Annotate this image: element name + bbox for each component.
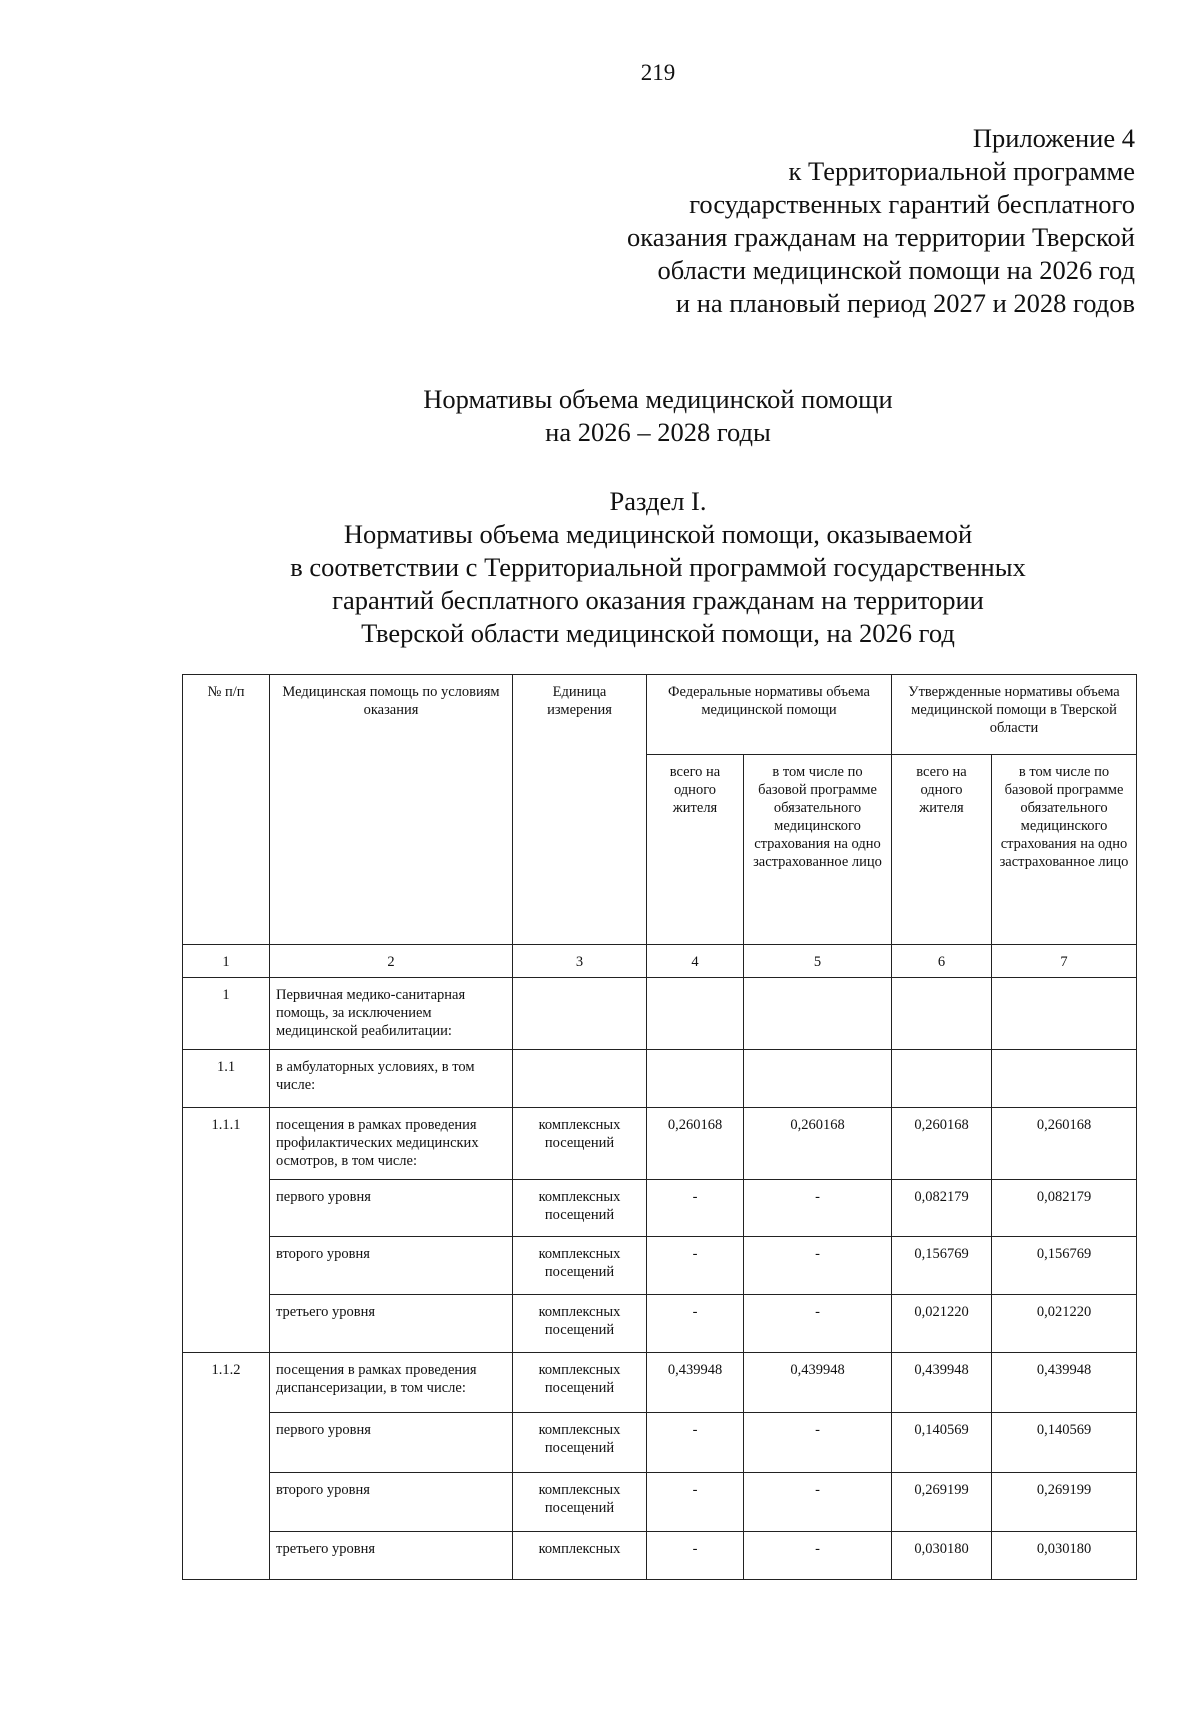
row-value: [647, 978, 744, 1050]
section-line: Тверской области медицинской помощи, на 2026 год: [361, 618, 955, 648]
row-value: 0,030180: [892, 1532, 992, 1580]
row-value: [744, 978, 892, 1050]
section-line: в соответствии с Территориальной программой государственных: [290, 552, 1026, 582]
row-value: -: [647, 1413, 744, 1473]
header-per-insured-federal: в том числе по базовой программе обязательного медицинского страхования на одно застрахованное лицо: [744, 755, 892, 945]
table-row: [183, 1473, 1137, 1532]
row-value: 0,156769: [892, 1237, 992, 1295]
row-unit: комплексных посещений: [513, 1180, 647, 1237]
row-num: 1.1: [183, 1050, 270, 1108]
page-number: 219: [640, 60, 676, 85]
column-number: 6: [892, 945, 992, 978]
row-care: посещения в рамках проведения профилактических медицинских осмотров, в том числе:: [270, 1108, 513, 1180]
row-care: второго уровня: [270, 1473, 513, 1532]
row-num: [183, 1295, 270, 1353]
row-care: в амбулаторных условиях, в том числе:: [270, 1050, 513, 1108]
row-unit: комплексных посещений: [513, 1353, 647, 1413]
row-value: 0,269199: [992, 1473, 1137, 1532]
table-row: [183, 1050, 1137, 1108]
row-num: 1.1.2: [183, 1353, 270, 1413]
row-unit: комплексных посещений: [513, 1237, 647, 1295]
row-num: [183, 1180, 270, 1237]
norms-table: [182, 674, 1137, 1580]
annex-line: области медицинской помощи на 2026 год: [657, 255, 1135, 285]
row-value: -: [647, 1532, 744, 1580]
title-line: Нормативы объема медицинской помощи: [423, 384, 893, 414]
row-care: Первичная медико-санитарная помощь, за исключением медицинской реабилитации:: [270, 978, 513, 1050]
header-federal-norms: Федеральные нормативы объема медицинской помощи: [647, 675, 892, 755]
section-number: Раздел I.: [609, 486, 707, 516]
row-unit: комплексных посещений: [513, 1473, 647, 1532]
row-value: -: [647, 1473, 744, 1532]
row-value: [744, 1050, 892, 1108]
row-value: 0,439948: [647, 1353, 744, 1413]
row-care: посещения в рамках проведения диспансеризации, в том числе:: [270, 1353, 513, 1413]
row-unit: комплексных посещений: [513, 1413, 647, 1473]
header-per-resident-approved: всего на одного жителя: [892, 755, 992, 945]
header-per-resident-federal: всего на одного жителя: [647, 755, 744, 945]
row-num: [183, 1473, 270, 1532]
header-approved-norms: Утвержденные нормативы объема медицинской помощи в Тверской области: [892, 675, 1137, 755]
header-unit: Единица измерения: [513, 675, 647, 945]
table-row: [183, 1108, 1137, 1180]
annex-header: [627, 122, 1135, 320]
row-value: 0,260168: [992, 1108, 1137, 1180]
row-unit: комплексных посещений: [513, 1295, 647, 1353]
row-num: 1: [183, 978, 270, 1050]
section-heading: [0, 485, 1200, 650]
row-value: [892, 1050, 992, 1108]
row-care: второго уровня: [270, 1237, 513, 1295]
table-row: [183, 1353, 1137, 1413]
row-unit: комплексных: [513, 1532, 647, 1580]
column-number: 3: [513, 945, 647, 978]
row-value: -: [744, 1295, 892, 1353]
row-care: третьего уровня: [270, 1532, 513, 1580]
row-value: 0,140569: [992, 1413, 1137, 1473]
row-value: 0,260168: [892, 1108, 992, 1180]
row-num: [183, 1413, 270, 1473]
title-line: на 2026 – 2028 годы: [545, 417, 771, 447]
row-value: 0,439948: [992, 1353, 1137, 1413]
row-value: 0,439948: [892, 1353, 992, 1413]
row-value: [647, 1050, 744, 1108]
column-number: 2: [270, 945, 513, 978]
row-value: 0,021220: [992, 1295, 1137, 1353]
header-per-insured-approved: в том числе по базовой программе обязательного медицинского страхования на одно застрахованное лицо: [992, 755, 1137, 945]
annex-line: к Территориальной программе: [788, 156, 1135, 186]
table-row: [183, 1237, 1137, 1295]
table-row: [183, 1413, 1137, 1473]
document-title: [0, 383, 1200, 449]
row-value: -: [744, 1180, 892, 1237]
row-value: 0,030180: [992, 1532, 1137, 1580]
column-number: 1: [183, 945, 270, 978]
row-value: 0,140569: [892, 1413, 992, 1473]
table-row: [183, 978, 1137, 1050]
table-row: [183, 1532, 1137, 1580]
table-row: [183, 1295, 1137, 1353]
row-value: 0,260168: [647, 1108, 744, 1180]
row-value: 0,082179: [892, 1180, 992, 1237]
column-number: 7: [992, 945, 1137, 978]
row-value: -: [647, 1180, 744, 1237]
row-value: [992, 1050, 1137, 1108]
annex-line: и на плановый период 2027 и 2028 годов: [675, 288, 1135, 318]
row-value: -: [744, 1473, 892, 1532]
row-value: 0,260168: [744, 1108, 892, 1180]
table-row: [183, 1180, 1137, 1237]
row-value: -: [744, 1413, 892, 1473]
header-care-conditions: Медицинская помощь по условиям оказания: [270, 675, 513, 945]
column-number: 5: [744, 945, 892, 978]
row-unit: комплексных посещений: [513, 1108, 647, 1180]
row-value: 0,439948: [744, 1353, 892, 1413]
row-value: 0,021220: [892, 1295, 992, 1353]
column-number: 4: [647, 945, 744, 978]
row-num: [183, 1237, 270, 1295]
annex-line: Приложение 4: [972, 123, 1135, 153]
row-value: -: [744, 1237, 892, 1295]
row-value: 0,156769: [992, 1237, 1137, 1295]
row-value: 0,269199: [892, 1473, 992, 1532]
section-line: Нормативы объема медицинской помощи, оказываемой: [343, 519, 973, 549]
header-num: № п/п: [183, 675, 270, 945]
annex-line: государственных гарантий бесплатного: [689, 189, 1135, 219]
annex-line: оказания гражданам на территории Тверской: [627, 222, 1135, 252]
row-unit: [513, 1050, 647, 1108]
row-value: -: [647, 1295, 744, 1353]
row-care: третьего уровня: [270, 1295, 513, 1353]
row-care: первого уровня: [270, 1180, 513, 1237]
column-number-row: [183, 945, 1137, 978]
row-num: [183, 1532, 270, 1580]
row-value: [992, 978, 1137, 1050]
section-line: гарантий бесплатного оказания гражданам на территории: [332, 585, 984, 615]
row-care: первого уровня: [270, 1413, 513, 1473]
row-value: [892, 978, 992, 1050]
row-value: -: [744, 1532, 892, 1580]
row-unit: [513, 978, 647, 1050]
row-value: -: [647, 1237, 744, 1295]
row-value: 0,082179: [992, 1180, 1137, 1237]
row-num: 1.1.1: [183, 1108, 270, 1180]
